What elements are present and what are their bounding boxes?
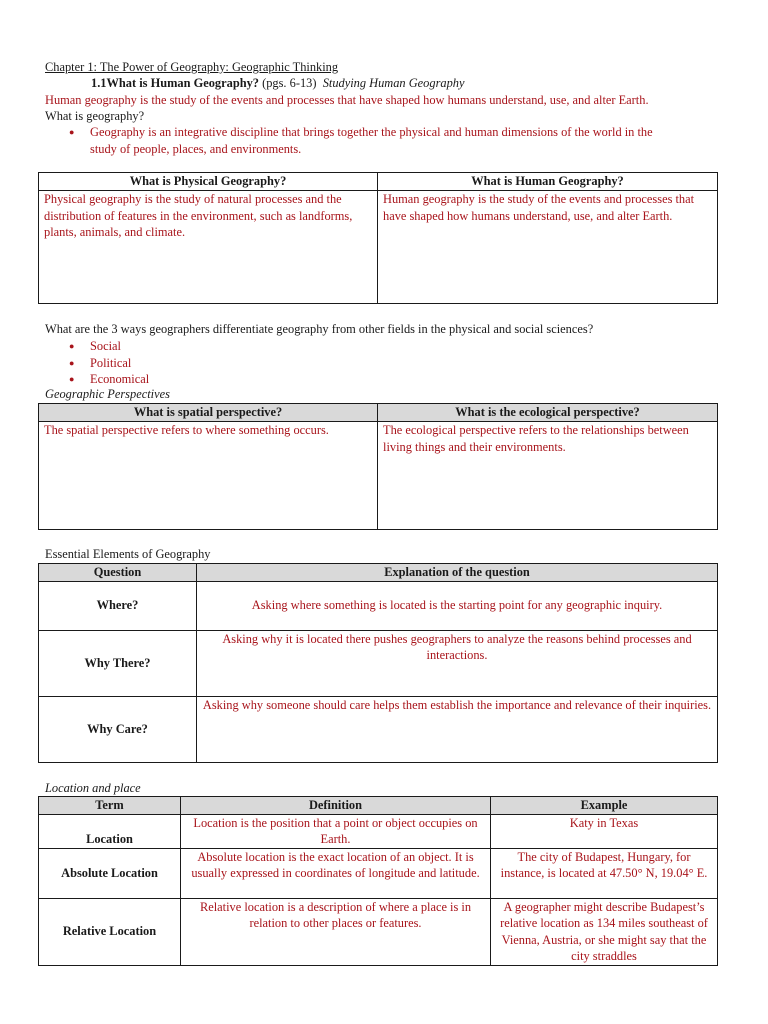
three-ways-question: What are the 3 ways geographers differentiate geography from other fields in the physical and social sciences?: [45, 322, 594, 336]
table-row: [39, 696, 718, 762]
ecological-perspective-answer: The ecological perspective refers to the relationships between living things and their environments.: [378, 422, 718, 530]
question-header: Question: [39, 564, 197, 582]
human-geography-definition: Human geography is the study of the events and processes that have shaped how humans understand, use, and alter Earth.: [45, 93, 649, 107]
term-cell: Location: [39, 814, 181, 848]
explanation-cell: Asking why it is located there pushes geographers to analyze the reasons behind processes and interactions.: [197, 630, 718, 696]
essential-elements-table: [38, 563, 718, 763]
location-table: [38, 796, 718, 966]
table-row: [39, 581, 718, 630]
definition-cell: Location is the position that a point or object occupies on Earth.: [181, 814, 491, 848]
explanation-cell: Asking why someone should care helps them establish the importance and relevance of their inquiries.: [197, 696, 718, 762]
term-cell: Relative Location: [39, 898, 181, 965]
definition-header: Definition: [181, 797, 491, 815]
example-cell: A geographer might describe Budapest’s relative location as 134 miles southeast of Vienna, Austria, or she might say that the city straddles: [491, 898, 718, 965]
perspectives-table: [38, 403, 718, 530]
geography-types-table: [38, 172, 718, 304]
example-cell: Katy in Texas: [491, 814, 718, 848]
table-row: [39, 848, 718, 898]
definition-cell: Absolute location is the exact location of an object. It is usually expressed in coordinates of longitude and latitude.: [181, 848, 491, 898]
ecological-perspective-header: What is the ecological perspective?: [378, 404, 718, 422]
list-item: ● Geography is an integrative discipline that brings together the physical and human dimensions of the world in the study of people, places, and environments.: [45, 124, 735, 157]
section-heading: [91, 75, 464, 91]
table-row: [39, 630, 718, 696]
question-cell: Where?: [39, 581, 197, 630]
example-cell: The city of Budapest, Hungary, for instance, is located at 47.50° N, 19.04° E.: [491, 848, 718, 898]
essential-elements-title: Essential Elements of Geography: [45, 547, 211, 561]
physical-geography-header: What is Physical Geography?: [39, 173, 378, 191]
chapter-title: Chapter 1: The Power of Geography: Geographic Thinking: [45, 60, 339, 74]
geography-bullet-list: [45, 124, 735, 157]
physical-geography-answer: Physical geography is the study of natural processes and the distribution of features in the environment, such as landforms, plants, animals, and climate.: [39, 191, 378, 304]
geographic-perspectives-title: Geographic Perspectives: [45, 387, 170, 401]
list-item: ● Political: [45, 355, 345, 372]
human-geography-answer: Human geography is the study of the events and processes that have shaped how humans understand, use, and alter Earth.: [378, 191, 718, 304]
list-item: ● Social: [45, 338, 345, 355]
section-subtitle: Studying Human Geography: [322, 76, 465, 90]
question-cell: Why Care?: [39, 696, 197, 762]
section-pages: (pgs. 6-13): [259, 76, 317, 90]
table-row: [39, 898, 718, 965]
spatial-perspective-header: What is spatial perspective?: [39, 404, 378, 422]
explanation-cell: Asking where something is located is the starting point for any geographic inquiry.: [197, 581, 718, 630]
what-is-geography-question: What is geography?: [45, 109, 145, 123]
definition-cell: Relative location is a description of where a place is in relation to other places or features.: [181, 898, 491, 965]
term-cell: Absolute Location: [39, 848, 181, 898]
question-cell: Why There?: [39, 630, 197, 696]
spatial-perspective-answer: The spatial perspective refers to where something occurs.: [39, 422, 378, 530]
location-place-title: Location and place: [45, 781, 141, 795]
term-header: Term: [39, 797, 181, 815]
three-ways-list: [45, 338, 345, 388]
section-number: 1.1: [91, 76, 107, 90]
example-header: Example: [491, 797, 718, 815]
list-item: ● Economical: [45, 371, 345, 388]
table-row: [39, 814, 718, 848]
human-geography-header: What is Human Geography?: [378, 173, 718, 191]
section-title: What is Human Geography?: [106, 76, 259, 90]
explanation-header: Explanation of the question: [197, 564, 718, 582]
